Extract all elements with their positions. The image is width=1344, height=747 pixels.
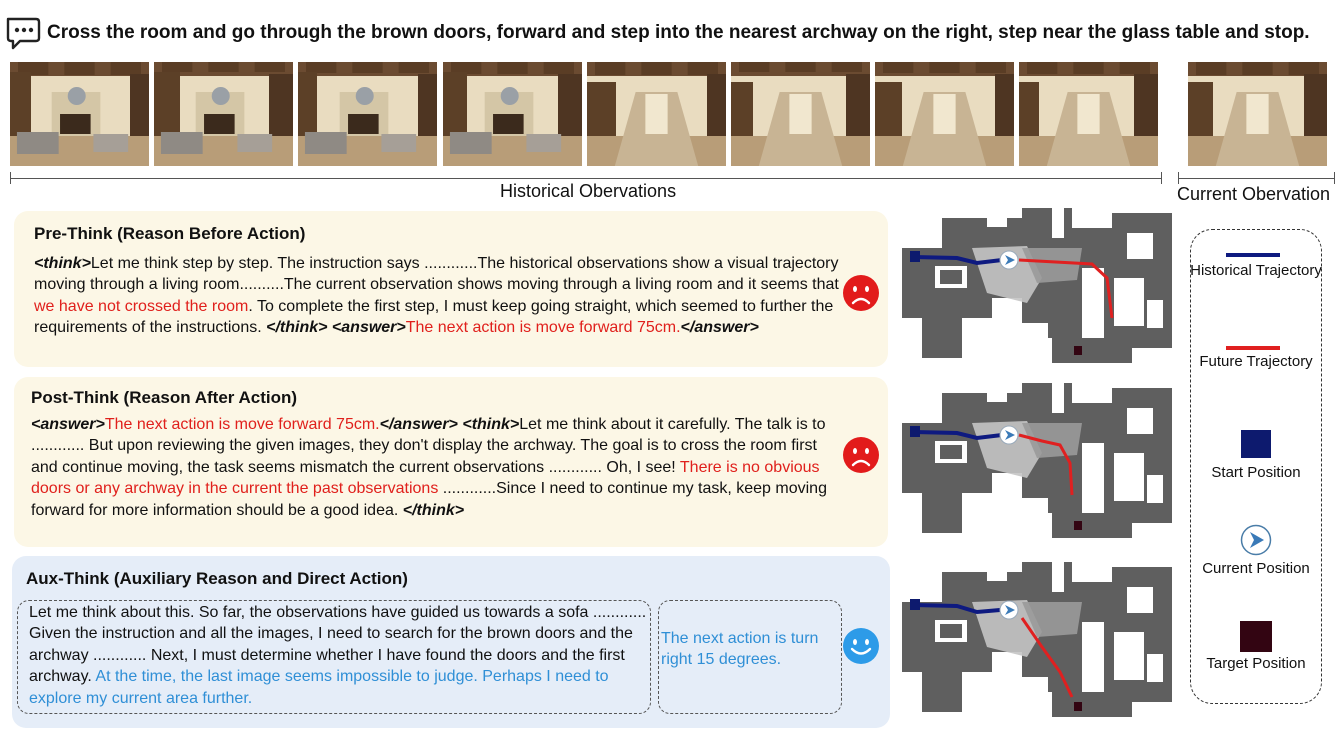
aux-answer-text: The next action is turn right 15 degrees. xyxy=(661,630,819,669)
pre-think-title: Pre-Think (Reason Before Action) xyxy=(34,224,306,243)
answer-close-tag: </answer> xyxy=(379,416,458,433)
current-observation-image xyxy=(1188,62,1327,166)
future-trajectory-swatch xyxy=(1226,346,1280,350)
current-position-marker xyxy=(1000,426,1018,444)
target-position-marker xyxy=(1074,702,1082,711)
floor-plan xyxy=(902,383,1172,538)
pre-think-text xyxy=(34,253,842,339)
target-position-marker xyxy=(1074,346,1082,355)
arrow-circle-icon xyxy=(1240,524,1272,556)
think-open-tag: <think> xyxy=(34,255,91,272)
start-position-swatch xyxy=(1241,430,1271,458)
sad-face-icon xyxy=(842,436,880,474)
think-close-tag: </think> xyxy=(266,319,328,337)
sad-face-icon xyxy=(842,274,880,312)
answer-close-tag: </answer> xyxy=(680,319,759,337)
current-position-label: Current Position xyxy=(1202,560,1310,577)
target-position-label: Target Position xyxy=(1206,655,1306,672)
observation-thumbnail xyxy=(1019,62,1158,166)
pre-think-s3: . To complete the first step, I must keep going straight, which seemed to further the requirements of the instructions. xyxy=(34,297,834,337)
historical-observations-label: Historical Obervations xyxy=(500,181,677,201)
current-position-marker xyxy=(1000,251,1018,269)
current-observation-label: Current Obervation xyxy=(1177,184,1331,204)
think-close-tag: </think> xyxy=(402,501,465,519)
floor-plan xyxy=(902,208,1172,363)
post-think-s3: ............Since I need to continue my task, keep moving forward for more information should be a good idea. xyxy=(31,480,827,519)
think-open-tag: <think> xyxy=(462,416,520,433)
post-think-error: There is no obvious doors or any archway in the current the past observations xyxy=(31,458,820,498)
aux-think-title: Aux-Think (Auxiliary Reason and Direct Action) xyxy=(26,569,408,588)
current-bracket xyxy=(1178,172,1335,184)
post-think-text xyxy=(31,414,843,521)
chat-bubble-icon xyxy=(5,16,43,52)
observation-thumbnail xyxy=(731,62,870,166)
instruction-text: Cross the room and go through the brown doors, forward and step into the nearest archway on the right, step near the glass table and stop. xyxy=(47,22,1310,43)
start-position-marker xyxy=(910,426,920,437)
trajectory-map-post xyxy=(902,383,1182,543)
post-think-s1: Let me think about it carefully. The talk is to ............ But upon reviewing the given images, they don't display the archway. The goal is to cross the room first and continue moving, the task seems mismatch the current observations ............ Oh, I see! xyxy=(31,416,826,476)
answer-open-tag: <answer> xyxy=(331,319,406,337)
target-position-swatch xyxy=(1240,621,1272,652)
answer-open-tag: <answer> xyxy=(31,416,105,433)
target-position-marker xyxy=(1074,521,1082,530)
future-trajectory-label: Future Trajectory xyxy=(1199,353,1313,370)
observation-thumbnail xyxy=(10,62,149,166)
pre-think-error: we have not crossed the room xyxy=(34,297,249,315)
post-think-title: Post-Think (Reason After Action) xyxy=(31,388,298,407)
pre-answer-text: The next action is move forward 75cm. xyxy=(405,319,681,337)
observation-thumbnail xyxy=(587,62,726,166)
trajectory-map-aux xyxy=(902,562,1182,722)
observation-thumbnail xyxy=(875,62,1014,166)
happy-face-icon xyxy=(842,627,880,665)
observation-thumbnail xyxy=(298,62,437,166)
historical-trajectory-swatch xyxy=(1226,253,1280,257)
start-position-marker xyxy=(910,599,920,610)
observation-thumbnail xyxy=(154,62,293,166)
trajectory-map-pre xyxy=(902,208,1182,368)
current-position-marker xyxy=(1000,601,1018,619)
post-answer-text: The next action is move forward 75cm. xyxy=(104,416,380,433)
aux-think-s1: Let me think about this. So far, the observations have guided us towards a sofa ............ Given the instruction and all the images, I need to search for the brown doors and the archway ............ Next, I must determine whether I have found the doors and the first archway. xyxy=(29,604,647,686)
pre-think-s1: Let me think step by step. The instruction says ............The historical observations show a visual trajectory moving through a living room..........The current observation shows moving through a living room and it seems that xyxy=(34,255,839,294)
aux-think-s2: At the time, the last image seems impossible to judge. Perhaps I need to explore my current area further. xyxy=(29,668,609,707)
historical-trajectory-label: Historical Trajectory xyxy=(1190,262,1322,279)
observation-thumbnail xyxy=(443,62,582,166)
start-position-label: Start Position xyxy=(1211,464,1301,481)
start-position-marker xyxy=(910,251,920,262)
aux-think-text xyxy=(29,602,647,709)
